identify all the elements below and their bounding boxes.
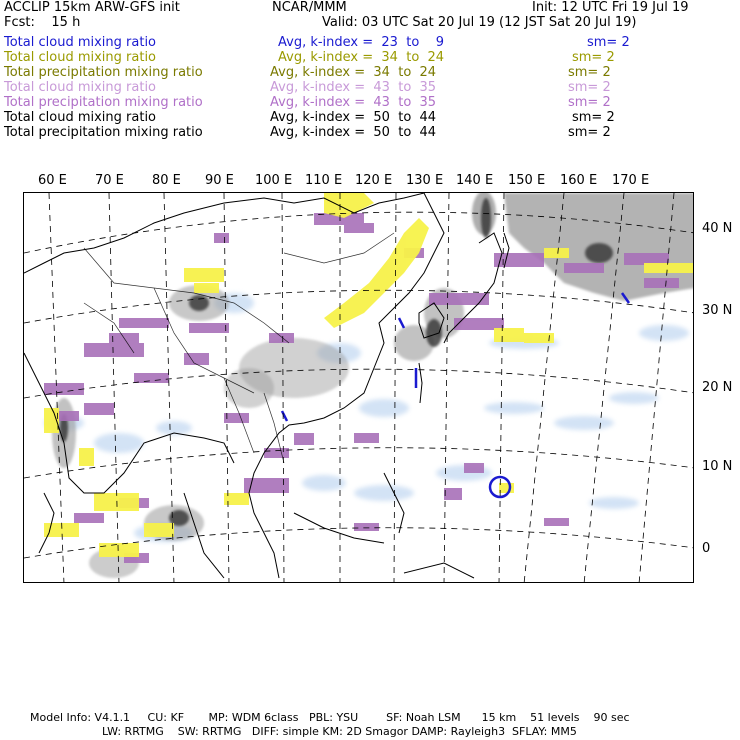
legend-row-name: Total cloud mixing ratio [4, 110, 157, 125]
legend-row-smoothing: sm= 2 [587, 35, 630, 50]
legend-row-smoothing: sm= 2 [568, 65, 611, 80]
legend-row-smoothing: sm= 2 [568, 95, 611, 110]
valid-time: Valid: 03 UTC Sat 20 Jul 19 (12 JST Sat 20 Jul 19) [322, 15, 637, 30]
longitude-label: 80 E [152, 173, 181, 188]
longitude-label: 140 E [456, 173, 494, 188]
legend-row-kindex: Avg, k-index = 43 to 35 [270, 95, 437, 110]
longitude-label: 100 E [255, 173, 293, 188]
forecast-hour: Fcst: 15 h [4, 15, 81, 30]
latitude-label: 20 N [702, 380, 733, 395]
legend-row-name: Total precipitation mixing ratio [4, 65, 203, 80]
legend-row-kindex: Avg, k-index = 23 to 9 [278, 35, 445, 50]
legend-row-name: Total precipitation mixing ratio [4, 95, 203, 110]
legend-row-kindex: Avg, k-index = 43 to 35 [270, 80, 437, 95]
purple-cloud-fields [44, 213, 679, 563]
map-svg [24, 193, 694, 583]
map-panel [23, 192, 694, 583]
longitude-label: 130 E [406, 173, 444, 188]
longitude-label: 110 E [305, 173, 343, 188]
longitude-label: 170 E [612, 173, 650, 188]
longitude-label: 150 E [508, 173, 546, 188]
legend-row-name: Total cloud mixing ratio [4, 80, 157, 95]
latitude-label: 10 N [702, 459, 733, 474]
longitude-label: 90 E [205, 173, 234, 188]
latitude-label: 40 N [702, 221, 733, 236]
legend-row-kindex: Avg, k-index = 34 to 24 [278, 50, 445, 65]
longitude-label: 70 E [95, 173, 124, 188]
org-label: NCAR/MMM [272, 0, 347, 15]
longitude-label: 160 E [560, 173, 598, 188]
latitude-label: 0 [702, 541, 711, 556]
legend-row-kindex: Avg, k-index = 34 to 24 [270, 65, 437, 80]
title-left: ACCLIP 15km ARW-GFS init [4, 0, 180, 15]
legend-row-smoothing: sm= 2 [568, 80, 611, 95]
latitude-label: 30 N [702, 303, 733, 318]
legend-row-smoothing: sm= 2 [572, 50, 615, 65]
longitude-label: 120 E [355, 173, 393, 188]
physics-info-line: LW: RRTMG SW: RRTMG DIFF: simple KM: 2D Smagor DAMP: Rayleigh3 SFLAY: MM5 [102, 725, 577, 738]
legend-row-name: Total cloud mixing ratio [4, 50, 157, 65]
legend-row-smoothing: sm= 2 [572, 110, 615, 125]
legend-row-name: Total precipitation mixing ratio [4, 125, 203, 140]
longitude-label: 60 E [38, 173, 67, 188]
legend-row-smoothing: sm= 2 [568, 125, 611, 140]
init-time: Init: 12 UTC Fri 19 Jul 19 [532, 0, 689, 15]
legend-row-name: Total cloud mixing ratio [4, 35, 157, 50]
legend-row-kindex: Avg, k-index = 50 to 44 [270, 110, 437, 125]
legend-row-kindex: Avg, k-index = 50 to 44 [270, 125, 437, 140]
model-info-line: Model Info: V4.1.1 CU: KF MP: WDM 6class PBL: YSU SF: Noah LSM 15 km 51 levels 90 sec [30, 711, 630, 724]
